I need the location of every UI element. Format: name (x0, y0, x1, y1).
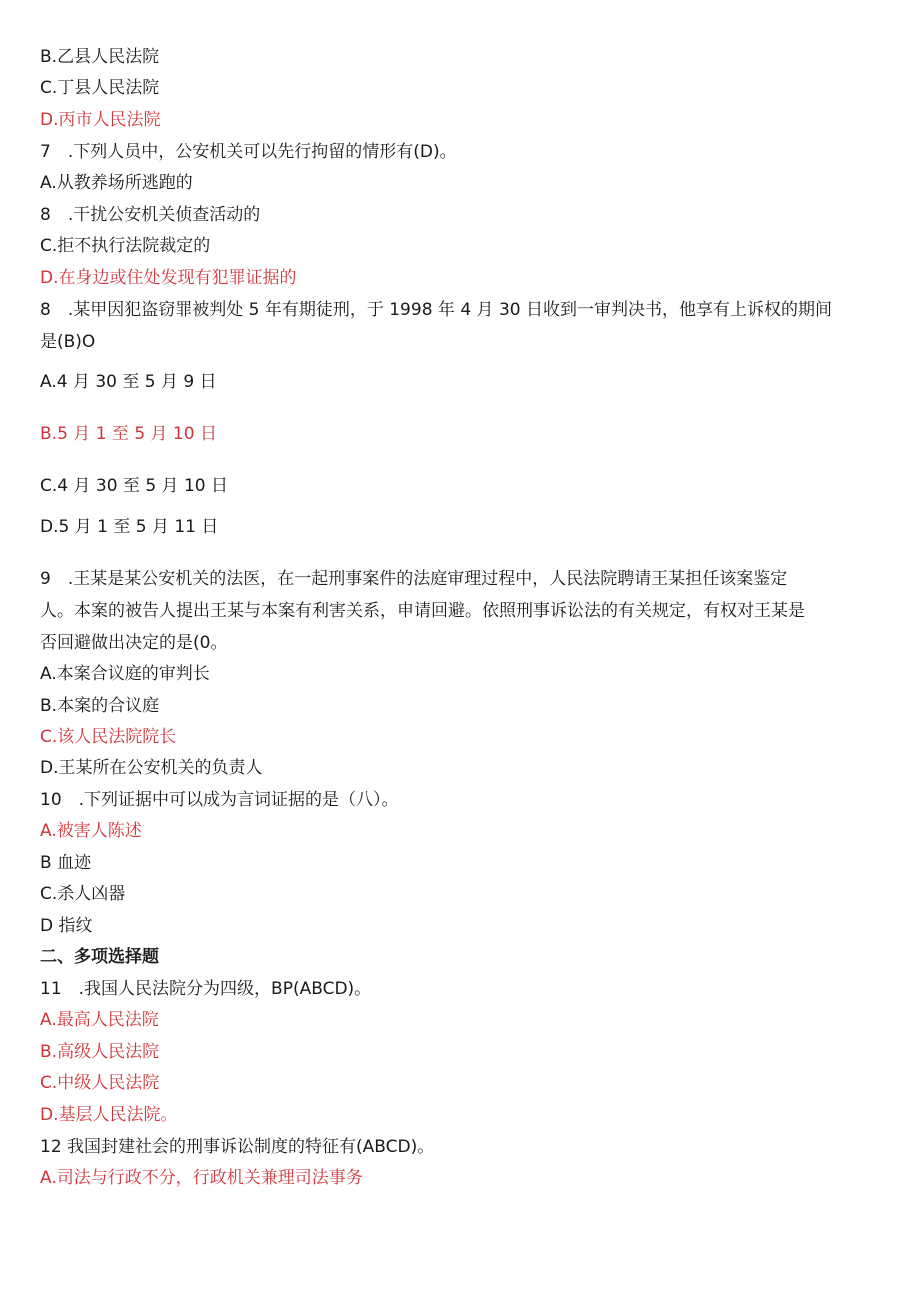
text-line: C.4 月 30 至 5 月 10 日 (40, 476, 228, 496)
text-line: A.本案合议庭的审判长 (40, 664, 210, 684)
answer-line: C.该人民法院院长 (40, 727, 177, 747)
text-line: C.拒不执行法院裁定的 (40, 236, 211, 256)
text-line: C.杀人凶器 (40, 884, 126, 904)
text-line: 8 .干扰公安机关侦查活动的 (40, 205, 261, 225)
text-line: 是(B)O (40, 332, 96, 352)
text-line: 11 .我国人民法院分为四级，BP(ABCD)。 (40, 979, 372, 999)
text-line: A.从教养场所逃跑的 (40, 173, 193, 193)
text-line: D.5 月 1 至 5 月 11 日 (40, 517, 219, 537)
answer-line: B.高级人民法院 (40, 1042, 160, 1062)
text-line: C.丁县人民法院 (40, 78, 160, 98)
text-line: 7 .下列人员中，公安机关可以先行拘留的情形有(D)。 (40, 142, 457, 162)
section-heading: 二、多项选择题 (40, 947, 159, 967)
text-line: D.王某所在公安机关的负责人 (40, 758, 263, 778)
text-line: 10 .下列证据中可以成为言词证据的是（八）。 (40, 790, 399, 810)
text-line: 8 .某甲因犯盗窃罪被判处 5 年有期徒刑，于 1998 年 4 月 30 日收到一审判决书，他享有上诉权的期间 (40, 300, 832, 320)
answer-line: D.在身边或住处发现有犯罪证据的 (40, 268, 297, 288)
text-line: 9 .王某是某公安机关的法医，在一起刑事案件的法庭审理过程中，人民法院聘请王某担任该案鉴定 (40, 569, 788, 589)
text-line: 12 我国封建社会的刑事诉讼制度的特征有(ABCD)。 (40, 1137, 435, 1157)
text-line: 否回避做出决定的是(0。 (40, 633, 228, 653)
answer-line: D.丙市人民法院 (40, 110, 161, 130)
text-line: D 指纹 (40, 916, 93, 936)
answer-line: C.中级人民法院 (40, 1073, 160, 1093)
text-line: 人。本案的被告人提出王某与本案有利害关系，申请回避。依照刑事诉讼法的有关规定，有权对王某是 (40, 601, 805, 621)
answer-line: B.5 月 1 至 5 月 10 日 (40, 424, 217, 444)
text-line: A.4 月 30 至 5 月 9 日 (40, 372, 217, 392)
answer-line: A.最高人民法院 (40, 1010, 159, 1030)
text-line: B.乙县人民法院 (40, 47, 160, 67)
answer-line: A.司法与行政不分，行政机关兼理司法事务 (40, 1168, 363, 1188)
text-line: B 血迹 (40, 853, 92, 873)
text-line: B.本案的合议庭 (40, 696, 160, 716)
answer-line: A.被害人陈述 (40, 821, 142, 841)
answer-line: D.基层人民法院。 (40, 1105, 178, 1125)
